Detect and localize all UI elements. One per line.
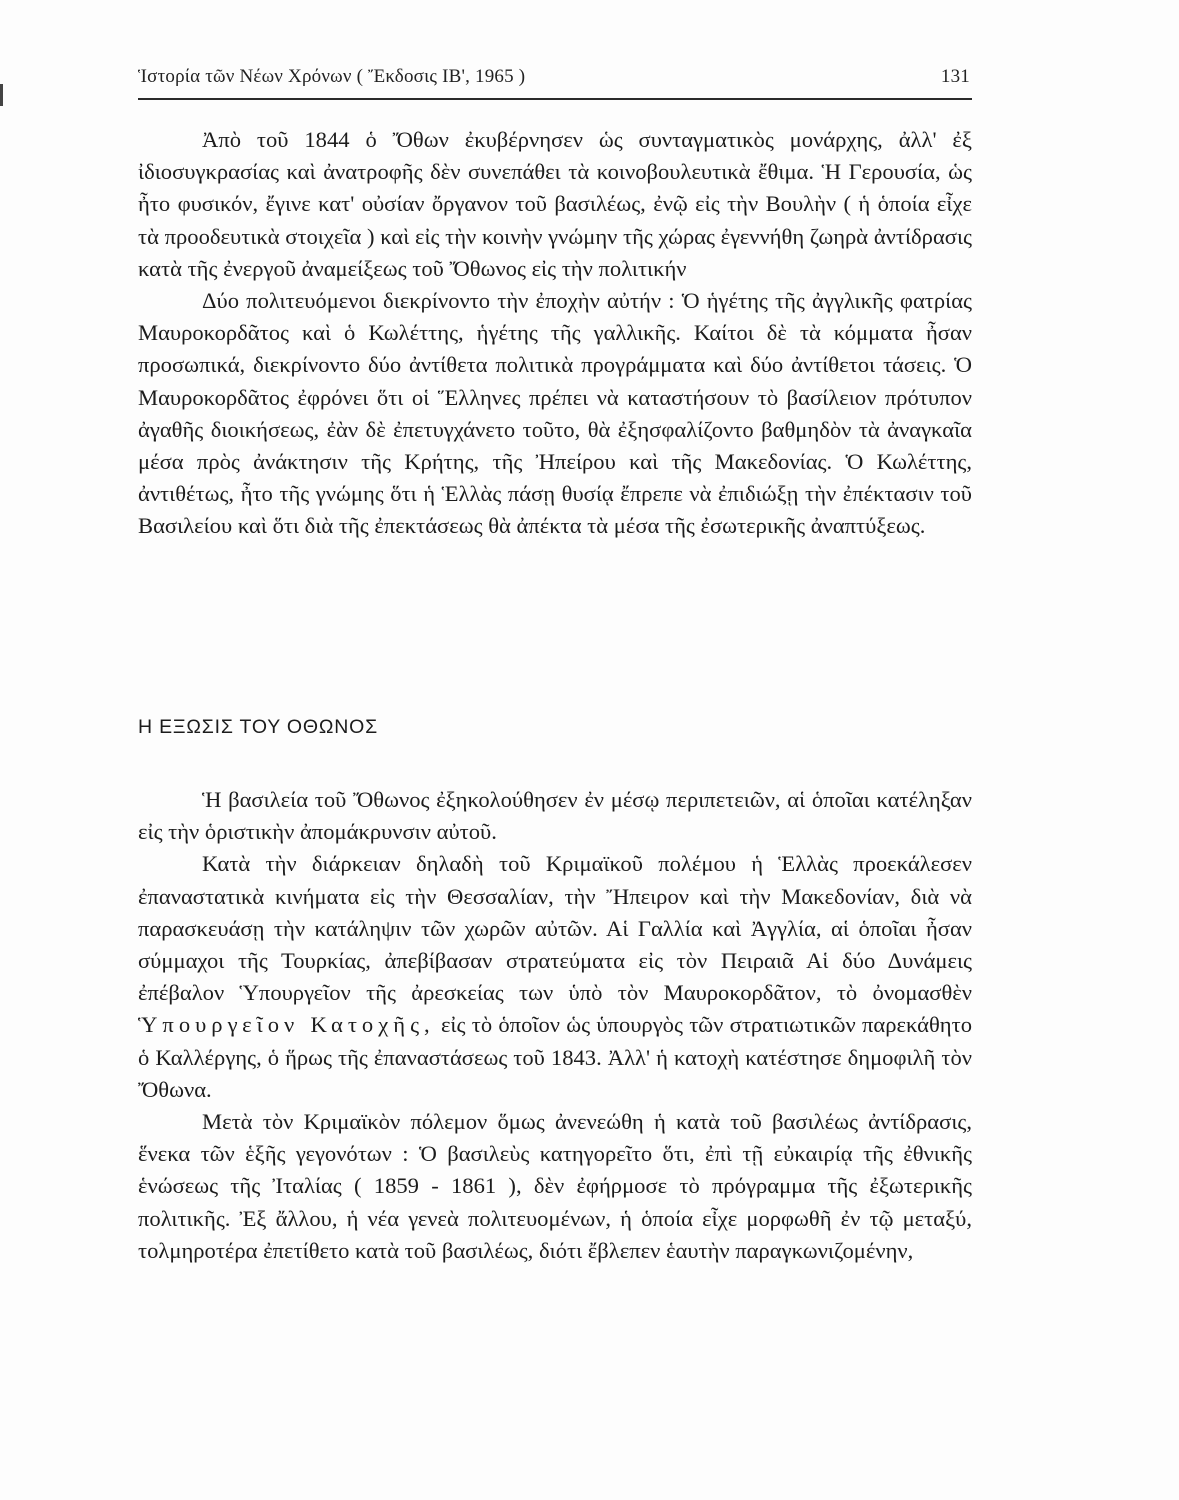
spaced-term: Ὑπουργεῖον Κατοχῆς, (138, 1012, 435, 1038)
text-block-section (138, 784, 972, 1267)
scan-margin-mark (0, 84, 3, 106)
paragraph: Δύο πολιτευόμενοι διεκρίνοντο τὴν ἐποχὴν αὐτήν : Ὁ ἡγέτης τῆς ἀγγλικῆς φατρίας Μαυροκορδᾶτος καὶ ὁ Κωλέττης, ἡγέτης τῆς γαλλικῆς. Καίτοι δὲ τὰ κόμματα ἦσαν προσωπικά, διεκρίνοντο δύο ἀντίθετα πολιτικὰ προγράμματα καὶ δύο ἀντίθετοι τάσεις. Ὁ Μαυροκορδᾶτος ἐφρόνει ὅτι οἱ Ἕλληνες πρέπει νὰ καταστήσουν τὸ βασίλειον πρότυπον ἀγαθῆς διοικήσεως, ἐὰν δὲ ἐπετυγχάνετο τοῦτο, θὰ ἐξησφαλίζοντο βαθμηδὸν τὰ ἀναγκαῖα μέσα πρὸς ἀνάκτησιν τῆς Κρήτης, τῆς Ἠπείρου καὶ τῆς Μακεδονίας. Ὁ Κωλέττης, ἀντιθέτως, ἦτο τῆς γνώμης ὅτι ἡ Ἑλλὰς πάσῃ θυσίᾳ ἔπρεπε νὰ ἐπιδιώξῃ τὴν ἐπέκτασιν τοῦ Βασιλείου καὶ ὅτι διὰ τῆς ἐπεκτάσεως θὰ ἀπέκτα τὰ μέσα τῆς ἐσωτερικῆς ἀναπτύξεως. (138, 288, 972, 539)
running-header (138, 66, 970, 96)
text-block-intro (138, 124, 972, 543)
section-heading: Η ΕΞΩΣΙΣ ΤΟΥ ΟΘΩΝΟΣ (138, 716, 378, 738)
paragraph: Μετὰ τὸν Κριμαϊκὸν πόλεμον ὅμως ἀνενεώθη ἡ κατὰ τοῦ βασιλέως ἀντίδρασις, ἕνεκα τῶν ἑξῆς γεγονότων : Ὁ βασιλεὺς κατηγορεῖτο ὅτι, ἐπὶ τῇ εὐκαιρίᾳ τῆς ἐθνικῆς ἑνώσεως τῆς Ἰταλίας ( 1859 - 1861 ), δὲν ἐφήρμοσε τὸ πρόγραμμα τῆς ἐξωτερικῆς πολιτικῆς. Ἐξ ἄλλου, ἡ νέα γενεὰ πολιτευομένων, ἡ ὁποία εἶχε μορφωθῆ ἐν τῷ μεταξύ, τολμηροτέρα ἐπετίθετο κατὰ τοῦ βασιλέως, διότι ἔβλεπεν ἑαυτὴν παραγκωνιζομένην, (138, 1109, 972, 1263)
paragraph-occupation (138, 848, 972, 1106)
paragraph: Ἡ βασιλεία τοῦ Ὄθωνος ἐξηκολούθησεν ἐν μέσῳ περιπετειῶν, αἱ ὁποῖαι κατέληξαν εἰς τὴν ὁριστικὴν ἀπομάκρυνσιν αὐτοῦ. (138, 787, 972, 845)
page-number: 131 (940, 66, 970, 87)
paragraph-text: Κατὰ τὴν διάρκειαν δηλαδὴ τοῦ Κριμαϊκοῦ πολέμου ἡ Ἑλλὰς προεκάλεσεν ἐπαναστατικὰ κινήματα εἰς τὴν Θεσσαλίαν, τὴν Ἤπειρον καὶ τὴν Μακεδονίαν, διὰ νὰ παρασκευάσῃ τὴν κατάληψιν τῶν χωρῶν αὐτῶν. Αἱ Γαλλία καὶ Ἀγγλία, αἱ ὁποῖαι ἦσαν σύμμαχοι τῆς Τουρκίας, ἀπεβίβασαν στρατεύματα εἰς τὸν Πειραιᾶ Αἱ δύο Δυνάμεις ἐπέβαλον Ὑπουργεῖον τῆς ἀρεσκείας των ὑπὸ τὸν Μαυροκορδᾶτον, τὸ ὀνομασθὲν (138, 851, 972, 1006)
running-header-title: Ἱστορία τῶν Νέων Χρόνων ( Ἔκδοσις ΙΒ', 1965 ) (138, 66, 526, 87)
paragraph-text: εἰς τὸ ὁποῖον ὡς ὑπουργὸς τῶν στρατιωτικῶν παρεκάθητο ὁ Καλλέργης, ὁ ἥρως τῆς ἐπαναστάσεως τοῦ 1843. Ἀλλ' ἡ κατοχὴ κατέστησε δημοφιλῆ τὸν Ὄθωνα. (138, 1012, 972, 1102)
header-rule (138, 98, 972, 100)
paragraph: Ἀπὸ τοῦ 1844 ὁ Ὄθων ἐκυβέρνησεν ὡς συνταγματικὸς μονάρχης, ἀλλ' ἐξ ἰδιοσυγκρασίας καὶ ἀνατροφῆς δὲν συνεπάθει τὰ κοινοβουλευτικὰ ἔθιμα. Ἡ Γερουσία, ὡς ἦτο φυσικόν, ἔγινε κατ' οὐσίαν ὄργανον τοῦ βασιλέως, ἐνῷ εἰς τὴν Βουλὴν ( ἡ ὁποία εἶχε τὰ προοδευτικὰ στοιχεῖα ) καὶ εἰς τὴν κοινὴν γνώμην τῆς χώρας ἐγεννήθη ζωηρὰ ἀντίδρασις κατὰ τῆς ἐνεργοῦ ἀναμείξεως τοῦ Ὄθωνος εἰς τὴν πολιτικήν (138, 127, 972, 281)
